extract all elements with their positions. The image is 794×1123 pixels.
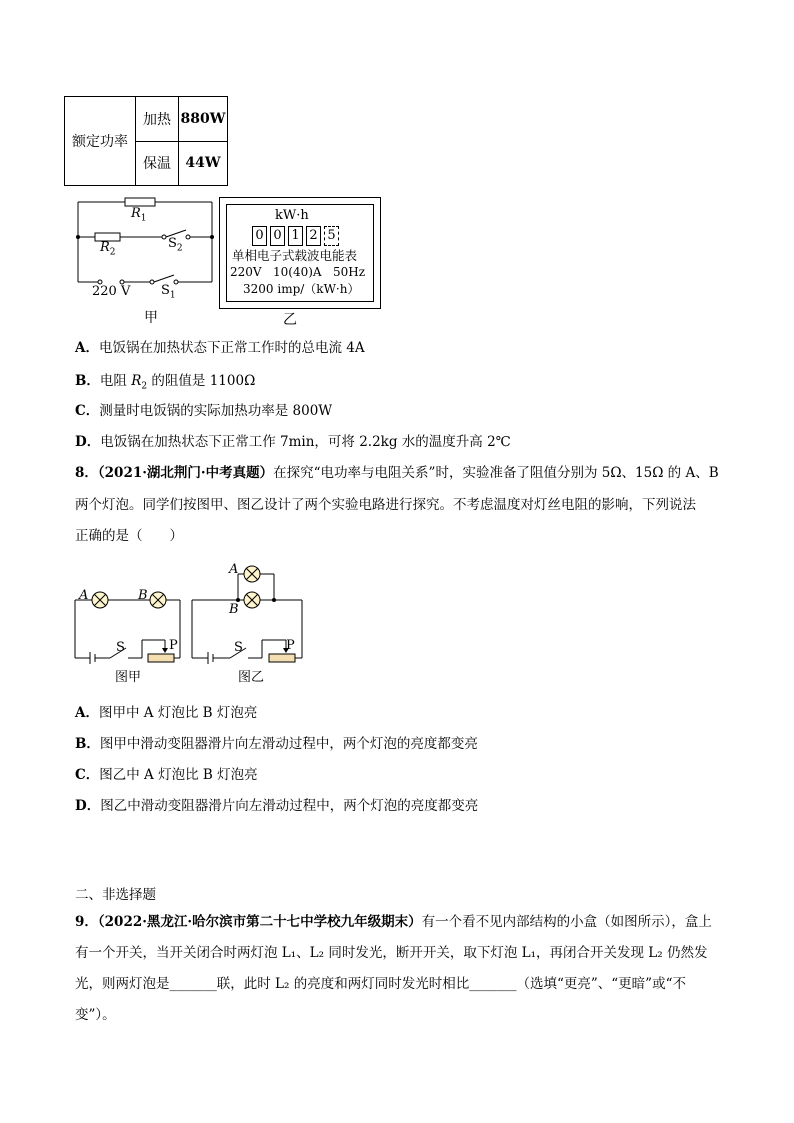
meter-name: 单相电子式载波电能表 — [232, 248, 358, 263]
q8-stem-line3: 正确的是（ ） — [75, 528, 183, 544]
meter-digits — [252, 226, 339, 246]
heating-label: 加热 — [136, 97, 179, 142]
q7-option-b: B．电阻 $R_2$ 的阻值是 1100Ω — [75, 373, 256, 392]
q8-option-c: C．图乙中 A 灯泡比 B 灯泡亮 — [75, 767, 258, 783]
q7-option-c: C．测量时电饭锅的实际加热功率是 800W — [75, 403, 333, 419]
meter-rating: 220V 10(40)A 50Hz — [230, 265, 366, 279]
q8-fig1-caption: 图甲 — [115, 670, 142, 685]
warming-label: 保温 — [136, 141, 179, 186]
figure-yi-caption: 乙 — [283, 312, 297, 328]
q9-stem-line1: 9．（2022·黑龙江·哈尔滨市第二十七中学校九年级期末）有一个看不见内部结构的小盒（如图所示），盒上 — [75, 914, 712, 930]
q7-option-a: A．电饭锅在加热状态下正常工作时的总电流 4A — [75, 340, 365, 356]
q8-fig2-caption: 图乙 — [238, 670, 265, 685]
rated-power-table — [64, 96, 228, 186]
q8-option-a: A．图甲中 A 灯泡比 B 灯泡亮 — [75, 705, 258, 721]
s2-label: $S_2$ — [168, 236, 183, 254]
q8-option-d: D．图乙中滑动变阻器滑片向左滑动过程中，两个灯泡的亮度都变亮 — [75, 798, 479, 814]
q8-stem-line1: 8．（2021·湖北荆门·中考真题）在探究“电功率与电阻关系”时，实验准备了阻值分别为 5Ω、15Ω 的 A、B — [75, 465, 719, 481]
q9-stem-line4: 变”）。 — [75, 1007, 116, 1023]
q8-yi-label-b: B — [229, 602, 239, 617]
figure-jia-caption: 甲 — [144, 310, 158, 326]
q7-option-d: D．电饭锅在加热状态下正常工作 7min，可将 2.2kg 水的温度升高 2℃ — [75, 434, 511, 450]
rated-power-label: 额定功率 — [65, 97, 136, 186]
q8-yi-label-s: S — [234, 640, 243, 655]
meter-digit: 1 — [288, 226, 303, 246]
meter-digit: 2 — [306, 226, 321, 246]
meter-digit-last: 5 — [324, 226, 339, 246]
section-heading: 二、非选择题 — [75, 887, 156, 903]
q8-yi-label-p: P — [286, 638, 295, 653]
q8-jia-label-a: A — [79, 588, 89, 603]
heating-value: 880W — [179, 97, 228, 142]
q8-jia-label-s: S — [116, 640, 125, 655]
meter-constant: 3200 imp/（kW·h） — [243, 282, 360, 296]
r1-label: $R_1$ — [131, 206, 147, 224]
q8-jia-label-b: B — [138, 588, 148, 603]
q8-stem-line2: 两个灯泡。同学们按图甲、图乙设计了两个实验电路进行探究。不考虑温度对灯丝电阻的影响，下列说法 — [75, 497, 696, 513]
r2-label: $R_2$ — [100, 240, 116, 258]
warming-value: 44W — [179, 141, 228, 186]
meter-unit: kW·h — [275, 208, 309, 223]
s1-label: $S_1$ — [161, 283, 176, 301]
voltage-label: 220 V — [92, 284, 131, 299]
q8-yi-label-a: A — [229, 562, 239, 577]
meter-digit: 0 — [270, 226, 285, 246]
q9-stem-line3: 光，则两灯泡是_______联，此时 L₂ 的亮度和两灯同时发光时相比_______（选填“更亮”、“更暗”或“不 — [75, 976, 686, 992]
q8-jia-label-p: P — [169, 638, 178, 653]
meter-digit: 0 — [252, 226, 267, 246]
q9-stem-line2: 有一个开关，当开关闭合时两灯泡 L₁、L₂ 同时发光，断开开关，取下灯泡 L₁，再闭合开关发现 L₂ 仍然发 — [75, 945, 708, 961]
q8-option-b: B．图甲中滑动变阻器滑片向左滑动过程中，两个灯泡的亮度都变亮 — [75, 736, 478, 752]
